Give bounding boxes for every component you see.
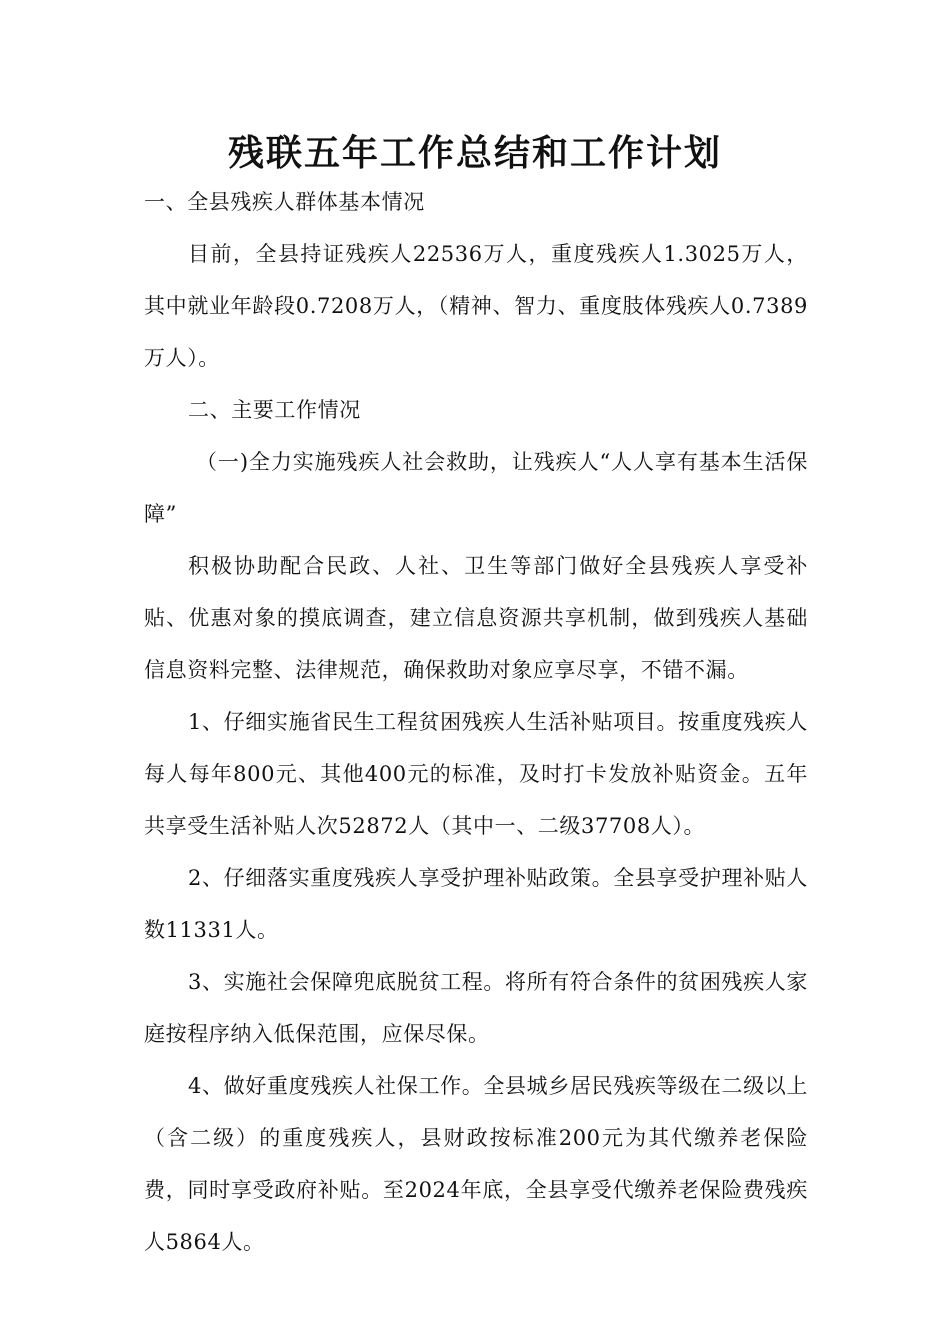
document-body — [144, 176, 808, 1268]
section-heading-2: 二、主要工作情况 — [188, 398, 361, 422]
paragraph-item-3: 3、实施社会保障兜底脱贫工程。将所有符合条件的贫困残疾人家庭按程序纳入低保范围，应保尽保。 — [144, 970, 808, 1046]
section-heading-1: 一、全县残疾人群体基本情况 — [144, 190, 425, 214]
paragraph-overview: 目前，全县持证残疾人22536万人，重度残疾人1.3025万人，其中就业年龄段0.7208万人，（精神、智力、重度肢体残疾人0.7389万人）。 — [144, 242, 808, 370]
paragraph-item-1: 1、仔细实施省民生工程贫困残疾人生活补贴项目。按重度残疾人每人每年800元、其他400元的标准，及时打卡发放补贴资金。五年共享受生活补贴人次52872人（其中一、二级37708人）。 — [144, 710, 808, 838]
document-title: 残联五年工作总结和工作计划 — [227, 133, 722, 174]
subsection-heading-1: （一)全力实施残疾人社会救助，让残疾人“人人享有基本生活保障” — [144, 450, 808, 526]
paragraph-item-2: 2、仔细落实重度残疾人享受护理补贴政策。全县享受护理补贴人数11331人。 — [144, 866, 808, 942]
paragraph-cooperation: 积极协助配合民政、人社、卫生等部门做好全县残疾人享受补贴、优惠对象的摸底调查，建立信息资源共享机制，做到残疾人基础信息资料完整、法律规范，确保救助对象应享尽享，不错不漏。 — [144, 554, 808, 682]
paragraph-item-4: 4、做好重度残疾人社保工作。全县城乡居民残疾等级在二级以上（含二级）的重度残疾人，县财政按标准200元为其代缴养老保险费，同时享受政府补贴。至2024年底，全县享受代缴养老保险费残疾人5864人。 — [144, 1074, 808, 1254]
